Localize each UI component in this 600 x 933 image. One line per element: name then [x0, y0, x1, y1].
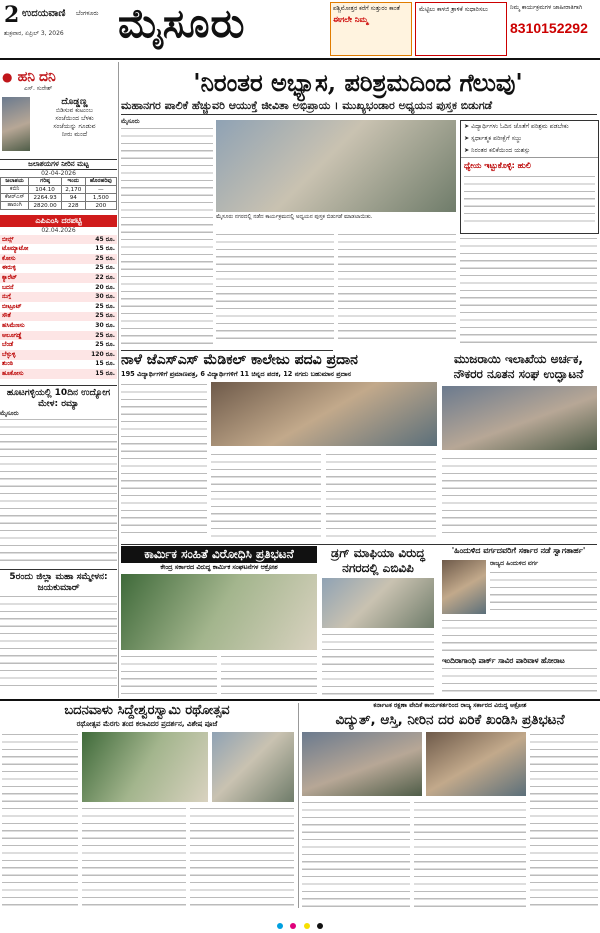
- story-body: [442, 456, 597, 538]
- market-item: ಬೆಂಡೆ: [0, 340, 61, 350]
- market-row: [0, 340, 117, 350]
- festival-photo-2: [212, 732, 294, 802]
- lead-rule: [121, 114, 597, 115]
- publication-name: ಉದಯವಾಣಿ: [22, 8, 66, 19]
- medical-subhead: 195 ವಿದ್ಯಾರ್ಥಿಗಳಿಗೆ ಪ್ರಮಾಣಪತ್ರ, 6 ವಿದ್ಯಾರ್ಥಿಗಳಿಗೆ 11 ಚಿನ್ನದ ಪದಕ, 12 ನಗದು ಬಹುಮಾನ ಪ್ರದಾನ: [121, 370, 352, 378]
- story-body: [211, 452, 321, 538]
- water-level-title: ಜಲಾಶಯಗಳ ನೀರಿನ ಮಟ್ಟ: [0, 159, 117, 170]
- story-body: [216, 232, 334, 344]
- market-item: ಈರುಳ್ಳಿ: [0, 264, 61, 274]
- market-row: [0, 264, 117, 274]
- drug-photo: [322, 578, 434, 628]
- table-cell: 104.10: [29, 186, 62, 194]
- story-body: [414, 800, 526, 908]
- market-table: [0, 235, 117, 379]
- story-body: [490, 570, 597, 614]
- water-level-table: [0, 177, 117, 210]
- market-row: [0, 331, 117, 341]
- market-item: ಹೂಕೋಸು: [0, 369, 61, 379]
- story-body: [326, 452, 436, 538]
- quote-line: ನೀರು ಮಂದೆ: [61, 130, 88, 138]
- story-body: [442, 618, 597, 652]
- byline: ಮೈಸೂರು: [0, 409, 19, 417]
- market-item: ನುಗ್ಗೆ: [0, 292, 61, 302]
- market-item: ಟೊಮ್ಯಾಟೋ: [0, 244, 61, 254]
- market-item: ಬೀಟ್ರೂಟ್: [0, 302, 61, 312]
- market-price: 15 ರೂ.: [61, 369, 117, 379]
- market-price: 22 ರೂ.: [61, 273, 117, 283]
- bullet-item: ➤ ವಿದ್ಯಾರ್ಥಿಗಳು ಓದಿನ ಜೊತೆಗೆ ಪರಿಶ್ರಮ ಪಡಬೇಕು: [464, 123, 569, 130]
- labour-subhead: ಕೇಂದ್ರ ಸರ್ಕಾರದ ವಿರುದ್ಧ ಕಾರ್ಮಿಕ ಸಂಘಟನೆಗಳ ಆಕ್ರೋಶ: [160, 563, 278, 571]
- story-title: 5ರಂದು ಜಿಲ್ಲಾ ಮಹಾ ಸಮ್ಮೇಳನ: ಜಯಕುಮಾರ್: [9, 572, 108, 594]
- bullet-text: ಸ್ಪರ್ಧಾತ್ಮಕ ಪರೀಕ್ಷೆಗೆ ಸಜ್ಜು: [471, 135, 522, 142]
- column-divider: [118, 62, 119, 698]
- story-body: [121, 382, 207, 538]
- lead-bullets-box: [460, 120, 599, 234]
- story-title: ಹೂಟಗಳ್ಳಿಯಲ್ಲಿ 10ದಿನ ಉದ್ಯೋಗ ಮೇಳ: ರಮ್ಯಾ: [6, 387, 111, 409]
- market-row: [0, 360, 117, 370]
- market-row: [0, 273, 117, 283]
- rule: [121, 544, 597, 545]
- market-item: ಕ್ಯಾರೆಟ್: [0, 273, 61, 283]
- table-row: [1, 194, 117, 202]
- story-body: [221, 654, 317, 696]
- rule: [0, 699, 600, 701]
- rule: [121, 350, 333, 351]
- market-price: 25 ರೂ.: [61, 312, 117, 322]
- market-price: 25 ರೂ.: [61, 340, 117, 350]
- lead-text-col-1: [121, 118, 213, 344]
- bullet-item: ➤ ಸ್ಪರ್ಧಾತ್ಮಕ ಪರೀಕ್ಷೆಗೆ ಸಜ್ಜು: [464, 135, 522, 142]
- magenta-dot-icon: [290, 923, 296, 929]
- market-price: 15 ರೂ.: [61, 360, 117, 370]
- story-body: [0, 417, 117, 565]
- festival-photo-1: [82, 732, 208, 802]
- story-body: [322, 632, 434, 696]
- market-item: ಶುಂಠಿ: [0, 360, 61, 370]
- story-conference: [0, 569, 117, 690]
- table-row: [1, 202, 117, 210]
- byline: ಮೈಸೂರು: [121, 118, 140, 125]
- story-body: [121, 654, 217, 696]
- market-title: ಎಪಿಎಂಸಿ ದರಪಟ್ಟಿ: [0, 215, 117, 227]
- ad-3-text: ನಿಮ್ಮ ಕಾರ್ಯಕ್ರಮಗಳ ಜಾಹೀರಾತಿಗಾಗಿ: [510, 4, 583, 11]
- story-body: [442, 666, 597, 696]
- protest-photo-1: [302, 732, 422, 796]
- bottom-right-headline: ವಿದ್ಯುತ್, ಆಸ್ತಿ, ನೀರಿನ ದರ ಏರಿಕೆ ಖಂಡಿಸಿ ಪ್ರತಿಭಟನೆ: [335, 712, 565, 728]
- market-row: [0, 369, 117, 379]
- story-body: [2, 732, 78, 908]
- table-cell: 2820.00: [29, 202, 62, 210]
- column-divider: [298, 703, 299, 908]
- table-cell: 1,500: [85, 194, 116, 202]
- muzrai-photo: [442, 386, 597, 450]
- bullet-text: ನಿರಂತರ ಕಲಿಕೆಯಿಂದ ಯಶಸ್ಸು: [471, 147, 531, 154]
- yellow-dot-icon: [304, 923, 310, 929]
- print-registration-marks: [0, 910, 600, 932]
- page-number: 2: [4, 2, 20, 28]
- quote-photo: [2, 97, 30, 151]
- story-body: [302, 800, 410, 908]
- market-price: 45 ರೂ.: [61, 235, 117, 245]
- ad-1-brand: ಈಗಲೇ ನಿಮ್ಮ: [333, 15, 369, 24]
- black-dot-icon: [317, 923, 323, 929]
- ad-banner-2[interactable]: [415, 2, 507, 56]
- table-cell: 2,170: [61, 186, 85, 194]
- water-level-box: [0, 159, 117, 211]
- market-row: [0, 321, 117, 331]
- bullet-item: ➤ ನಿರಂತರ ಕಲಿಕೆಯಿಂದ ಯಶಸ್ಸು: [464, 147, 531, 154]
- ad-1-text: ಪಶ್ಚಿಮೋತ್ತರ ಕರೆಗೆ ಸುತ್ತುರಂ ಕಾಂತೆ: [333, 5, 400, 12]
- market-price: 25 ರೂ.: [61, 331, 117, 341]
- market-price: 30 ರೂ.: [61, 321, 117, 331]
- side-title: ಧ್ಯೇಯ ಇಟ್ಟುಕೊಳ್ಳಿ: ಹುಲಿ: [461, 157, 598, 174]
- market-item: ಬೆಳ್ಳುಳ್ಳಿ: [0, 350, 61, 360]
- small-headline: ಇಂದಿರಾಗಾಂಧಿ ಪಾರ್ಕ್ ಸಾವಿರ ಪಾರಿವಾಳ ಹೋರಾಟ: [442, 656, 565, 665]
- market-row: [0, 283, 117, 293]
- story-job-fair: [0, 385, 117, 566]
- cyan-dot-icon: [277, 923, 283, 929]
- market-price: 25 ರೂ.: [61, 264, 117, 274]
- table-cell: 228: [61, 202, 85, 210]
- protest-photo-2: [426, 732, 526, 796]
- market-item: ಆಲೂಗಡ್ಡೆ: [0, 331, 61, 341]
- story-body: [82, 806, 186, 908]
- market-item: ಬದನೆ: [0, 283, 61, 293]
- drug-headline: ಡ್ರಗ್ ಮಾಫಿಯಾ ವಿರುದ್ಧ ನಗರದಲ್ಲಿ ಎಬಿವಿಪಿ: [331, 546, 425, 575]
- market-item: ಹಸಿಮೆಣಸು: [0, 321, 61, 331]
- quote-line: ಸಂಜೆಯನ್ನು ಗೂಡುವ: [53, 122, 96, 130]
- table-cell: 200: [85, 202, 116, 210]
- table-cell: ಹಾರಂಗಿ: [1, 202, 29, 210]
- ad-2-text: ಮೆಟ್ಟಿಲು ಕಾಳಜಿ ತ್ರಾಳಿಕೆ ಸುಧಾರಿಸಲು: [419, 6, 488, 13]
- edition: ಬೆಂಗಳೂರು: [76, 10, 99, 17]
- table-cell: ಕಬಿನಿ: [1, 186, 29, 194]
- brand-title: ಹನಿ ದನಿ: [17, 68, 56, 84]
- labour-photo: [121, 574, 317, 650]
- brand-block: [0, 62, 117, 93]
- market-price: 25 ರೂ.: [61, 254, 117, 264]
- story-body: [530, 732, 598, 908]
- labour-headline: ಕಾರ್ಮಿಕ ಸಂಹಿತೆ ವಿರೋಧಿಸಿ ಪ್ರತಿಭಟನೆ: [121, 546, 317, 563]
- market-price: 15 ರೂ.: [61, 244, 117, 254]
- medical-headline: ನಾಳೆ ಜೆಎಸ್‌ಎಸ್ ಮೆಡಿಕಲ್ ಕಾಲೇಜು ಪದವಿ ಪ್ರದಾನ: [121, 352, 358, 368]
- left-column: [0, 62, 117, 690]
- medical-photo: [211, 382, 437, 446]
- masthead: ಮೈಸೂರು: [118, 0, 246, 47]
- table-row: [1, 186, 117, 194]
- quote-person: ರಾಜ್ಯದ ಹಿಂದುಳಿದ ವರ್ಗ: [490, 560, 539, 567]
- story-body: [121, 126, 213, 344]
- story-body: [464, 174, 595, 222]
- story-body: [190, 806, 294, 908]
- page-header: [0, 0, 600, 60]
- market-price: 120 ರೂ.: [61, 350, 117, 360]
- quote-headline: 'ಹಿಂದುಳಿದ ವರ್ಗದವರಿಗೆ ಸರ್ಕಾರ ನಡೆ ಸ್ವಾಗತಾರ್ಹ': [451, 546, 586, 555]
- market-row: [0, 350, 117, 360]
- market-item: ಕೋಸು: [0, 254, 61, 264]
- lead-caption: ಮೈಸೂರು ನಗರದಲ್ಲಿ ನಡೆದ ಕಾರ್ಯಕ್ರಮದಲ್ಲಿ ಅಧ್ಯಯನ ಪುಸ್ತಕ ಬಿಡುಗಡೆ ಮಾಡಲಾಯಿತು.: [216, 214, 373, 220]
- market-row: [0, 302, 117, 312]
- market-row: [0, 312, 117, 322]
- quote-line: ಬಿಡಿಸುವ ಕುಟುಂಬ: [56, 106, 93, 114]
- ad-banner-3[interactable]: [508, 2, 598, 54]
- quote-line: ಸಂಜೆಯಿಂದ ಬೆಳಕು: [55, 114, 94, 122]
- ad-banner-1[interactable]: [330, 2, 412, 56]
- table-cell: —: [85, 186, 116, 194]
- market-item: ಸೌತೆ: [0, 312, 61, 322]
- market-date: 02.04.2026: [41, 227, 76, 235]
- table-cell: 2264.93: [29, 194, 62, 202]
- person-photo: [442, 560, 486, 614]
- market-row: [0, 254, 117, 264]
- story-body: [338, 232, 456, 344]
- quote-block: [0, 93, 117, 155]
- market-row: [0, 244, 117, 254]
- table-header: ಇಂದು: [61, 178, 85, 186]
- table-cell: 94: [61, 194, 85, 202]
- market-row: [0, 235, 117, 245]
- lead-headline: 'ನಿರಂತರ ಅಭ್ಯಾಸ, ಪರಿಶ್ರಮದಿಂದ ಗೆಲುವು': [193, 68, 523, 97]
- story-body: [460, 236, 597, 344]
- bottom-left-headline: ಬದನವಾಳು ಸಿದ್ದೇಶ್ವರಸ್ವಾಮಿ ರಥೋತ್ಸವ: [64, 703, 230, 718]
- table-header: ಹೊರಹರಿವು: [85, 178, 116, 186]
- date-line: ಶುಕ್ರವಾರ, ಏಪ್ರಿಲ್ 3, 2026: [4, 30, 64, 37]
- market-item: ಬೀನ್ಸ್: [0, 235, 61, 245]
- lead-photo: [216, 120, 456, 212]
- quote-title: ದೊಡ್ಡಣ್ಣ: [61, 96, 88, 107]
- table-cell: ಕೆಆರ್‌ಎಸ್: [1, 194, 29, 202]
- water-level-date: 02-04-2026: [41, 169, 76, 177]
- market-price: 30 ರೂ.: [61, 292, 117, 302]
- drop-icon: ●: [2, 70, 13, 84]
- bottom-left-subhead: ರಥೋತ್ಸವ ಮೆರಗು ತಂದ ಕಲಾವಿದರ ಪ್ರದರ್ಶನ, ವಿಶೇಷ ಪೂಜೆ: [76, 720, 218, 728]
- lead-subhead: ಮಹಾನಗರ ಪಾಲಿಕೆ ಹೆಚ್ಚುವರಿ ಆಯುಕ್ತೆ ಜೀವಿತಾ ಅಭಿಪ್ರಾಯ । ಮುಖ್ಯಭಂಡಾರ ಅಧ್ಯಯನ ಪುಸ್ತಕ ಬಿಡುಗಡೆ: [121, 99, 493, 112]
- table-header: ಜಲಾಶಯ: [1, 178, 29, 186]
- muzrai-headline: ಮುಜರಾಯಿ ಇಲಾಖೆಯ ಅರ್ಚಕ, ನೌಕರರ ನೂತನ ಸಂಘ ಉದ್ಘಾಟನೆ: [453, 352, 584, 381]
- brand-sub: ಎಸ್. ಸುರೇಶ್: [24, 85, 53, 92]
- header-rule: [0, 58, 600, 60]
- table-header: ಗರಿಷ್ಠ: [29, 178, 62, 186]
- market-rates-box: [0, 215, 117, 379]
- market-price: 25 ರೂ.: [61, 302, 117, 312]
- ad-3-phone: 8310152292: [510, 20, 588, 36]
- bullet-text: ವಿದ್ಯಾರ್ಥಿಗಳು ಓದಿನ ಜೊತೆಗೆ ಪರಿಶ್ರಮ ಪಡಬೇಕು: [471, 123, 569, 130]
- story-body: [0, 594, 117, 690]
- market-price: 20 ರೂ.: [61, 283, 117, 293]
- market-row: [0, 292, 117, 302]
- bottom-right-kicker: ಕರ್ನಾಟಕ ರಕ್ಷಣಾ ವೇದಿಕೆ ಕಾರ್ಯಕರ್ತರಿಂದ ರಾಜ್ಯ ಸರ್ಕಾರದ ವಿರುದ್ಧ ಆಕ್ರೋಶ: [373, 702, 527, 709]
